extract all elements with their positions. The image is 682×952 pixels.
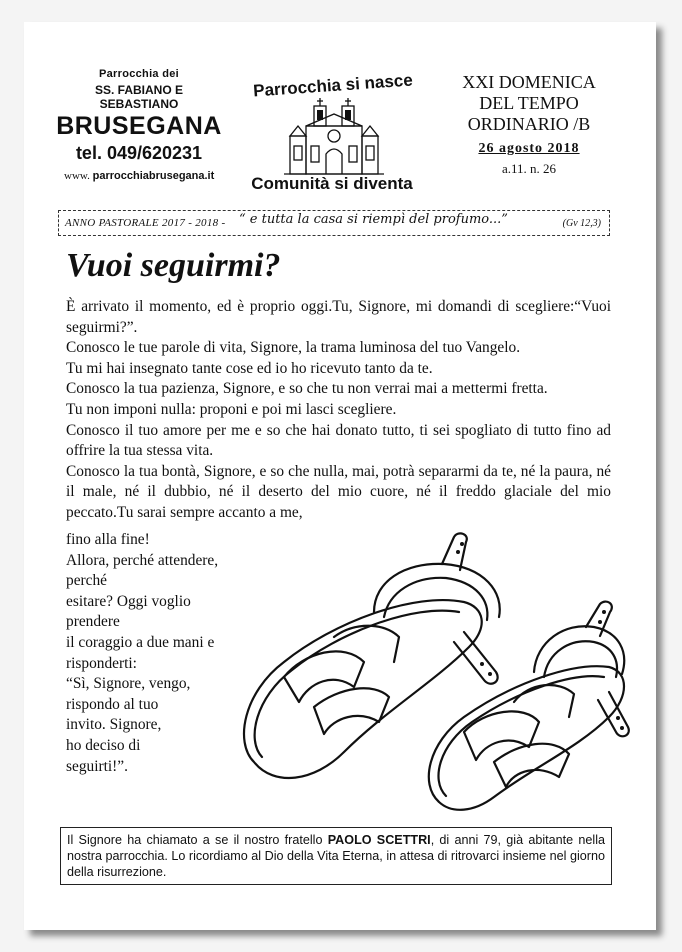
- parish-website[interactable]: [54, 170, 224, 182]
- deceased-name: PAOLO SCETTRI: [327, 833, 431, 847]
- liturgy-line-2: DEL TEMPO: [479, 93, 579, 113]
- text-line: il coraggio a due mani e: [66, 633, 215, 651]
- obituary-text-before: Il Signore ha chiamato a se il nostro fratello: [67, 833, 328, 847]
- parish-prefix: Parrocchia dei: [98, 68, 179, 80]
- sandals-illustration: [214, 512, 634, 822]
- parish-name: BRUSEGANA: [56, 112, 222, 140]
- parish-logo: [224, 72, 444, 197]
- text-line: rispondo al tuo: [66, 695, 159, 713]
- church-icon: [284, 96, 384, 176]
- text-line: ho deciso di: [66, 736, 141, 754]
- text-line: Allora, perché attendere, perché: [66, 551, 219, 590]
- article-body-narrow: [66, 530, 236, 777]
- motto-top: Parrocchia si nasce: [252, 70, 414, 101]
- pastoral-year-banner: [58, 210, 610, 236]
- paragraph: È arrivato il momento, ed è proprio oggi.Tu, Signore, mi domandi di scegliere:“Vuoi seguirmi?”.: [66, 298, 611, 336]
- text-line: fino alla fine!: [66, 531, 150, 548]
- paragraph: Conosco la tua pazienza, Signore, e so che tu non verrai mai a mettermi fretta.: [66, 380, 548, 398]
- motto-bottom: Comunità si diventa: [251, 174, 413, 193]
- parish-phone: tel. 049/620231: [75, 143, 203, 163]
- issue-date: 26 agosto 2018: [478, 141, 580, 156]
- banner-reference: (Gv 12,3): [562, 218, 601, 229]
- paragraph: Conosco il tuo amore per me e so che hai donato tutto, ti sei spogliato di tutto fino ad offrire la tua stessa vita.: [66, 421, 611, 460]
- paragraph: Conosco le tue parole di vita, Signore, la trama luminosa del tuo Vangelo.: [66, 339, 521, 357]
- bulletin-page: [24, 22, 656, 930]
- web-domain: parrocchiabrusegana.it: [92, 170, 215, 182]
- article-title: Vuoi seguirmi?: [66, 247, 281, 284]
- text-line: risponderti:: [66, 654, 137, 672]
- parish-saints: SS. FABIANO E SEBASTIANO: [94, 83, 183, 111]
- text-line: “Sì, Signore, vengo,: [66, 675, 191, 693]
- paragraph: Tu non imponi nulla: proponi e poi mi lasci scegliere.: [66, 400, 397, 418]
- text-line: esitare? Oggi voglio prendere: [66, 592, 191, 631]
- text-line: invito. Signore,: [66, 716, 162, 734]
- paragraph: Tu mi hai insegnato tante cose ed io ho ricevuto tanto da te.: [66, 359, 433, 377]
- obituary-text-after: , di anni 79, già abitante nella nostra parrocchia. Lo ricordiamo al Dio della Vita Eterna, in attesa di ritrovarci insieme nel giorno della risurrezione.: [67, 833, 605, 879]
- article-body: [66, 297, 611, 524]
- web-prefix: www.: [64, 170, 90, 182]
- pastoral-year: ANNO PASTORALE 2017 - 2018 -: [65, 217, 226, 229]
- liturgy-line-3: ORDINARIO /B: [467, 114, 591, 134]
- banner-quote: “ e tutta la casa si riempì del profumo...”: [239, 212, 508, 227]
- liturgy-info: [454, 72, 604, 177]
- obituary-box: [60, 827, 612, 885]
- issue-number: a.11. n. 26: [501, 161, 557, 176]
- liturgy-line-1: XXI DOMENICA: [462, 72, 596, 92]
- text-line: seguirti!”.: [66, 757, 128, 775]
- parish-info: [54, 68, 224, 182]
- paragraph: Conosco la tua bontà, Signore, e so che nulla, mai, potrà separarmi da te, né la paura, né il male, né il dubbio, né il deserto del mio cuore, né il freddo glaciale del mio peccato.Tu sarai sempre accanto a me,: [66, 462, 611, 521]
